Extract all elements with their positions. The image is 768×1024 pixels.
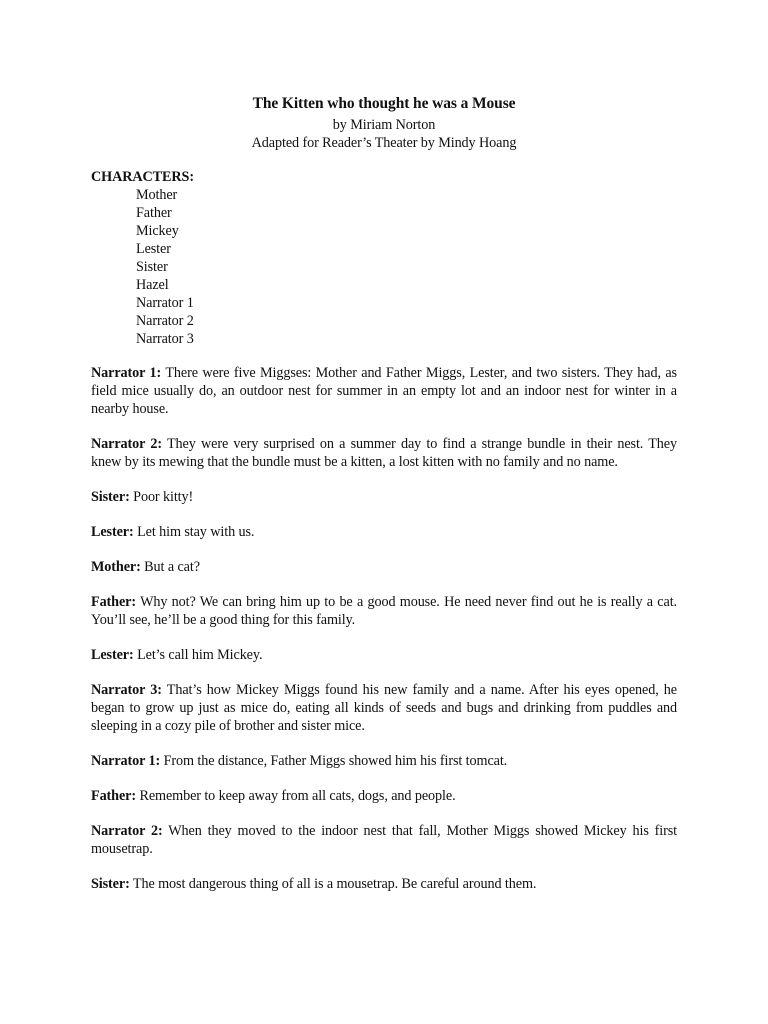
- speaker-name: Narrator 3:: [91, 682, 162, 698]
- character-item: Hazel: [136, 277, 169, 293]
- character-item: Lester: [136, 241, 171, 257]
- line-text: When they moved to the indoor nest that fall, Mother Miggs showed Mickey his first mousetrap.: [91, 823, 677, 857]
- script-line: [91, 646, 677, 664]
- character-item: Sister: [136, 259, 168, 275]
- speaker-name: Sister:: [91, 489, 130, 505]
- script-line: [91, 681, 677, 735]
- speaker-name: Narrator 1:: [91, 753, 161, 769]
- character-item: Narrator 3: [136, 331, 194, 347]
- speaker-name: Father:: [91, 594, 136, 610]
- document-page: [91, 92, 677, 910]
- line-text: Poor kitty!: [133, 489, 194, 505]
- speaker-name: Sister:: [91, 876, 130, 892]
- line-text: Remember to keep away from all cats, dogs, and people.: [139, 788, 456, 804]
- character-item: Mother: [136, 187, 178, 203]
- script-line: [91, 752, 677, 770]
- speaker-name: Lester:: [91, 524, 134, 540]
- speaker-name: Father:: [91, 788, 136, 804]
- speaker-name: Lester:: [91, 647, 134, 663]
- line-text: But a cat?: [144, 559, 200, 575]
- speaker-name: Narrator 1:: [91, 365, 162, 381]
- line-text: They were very surprised on a summer day to find a strange bundle in their nest. They knew by its mewing that the bundle must be a kitten, a lost kitten with no family and no name.: [91, 436, 677, 470]
- character-list: [91, 186, 677, 348]
- characters-section: [91, 168, 677, 348]
- script-line: [91, 523, 677, 541]
- script-body: [91, 364, 677, 893]
- character-item: Narrator 2: [136, 313, 194, 329]
- title-block: [91, 92, 677, 152]
- document-title: The Kitten who thought he was a Mouse: [252, 95, 516, 112]
- line-text: From the distance, Father Miggs showed him his first tomcat.: [163, 753, 508, 769]
- speaker-name: Narrator 2:: [91, 436, 162, 452]
- script-line: [91, 822, 677, 858]
- line-text: Let’s call him Mickey.: [137, 647, 263, 663]
- script-line: [91, 558, 677, 576]
- script-line: [91, 787, 677, 805]
- character-item: Father: [136, 205, 172, 221]
- character-item: Mickey: [136, 223, 179, 239]
- line-text: That’s how Mickey Miggs found his new family and a name. After his eyes opened, he began to grow up just as mice do, eating all kinds of seeds and bugs and drinking from puddles and sleeping in a cozy pile of brother and sister mice.: [91, 682, 677, 734]
- characters-heading: CHARACTERS:: [91, 169, 194, 185]
- script-line: [91, 435, 677, 471]
- line-text: There were five Miggses: Mother and Father Miggs, Lester, and two sisters. They had, as field mice usually do, an outdoor nest for summer in an empty lot and an indoor nest for winter in a nearby house.: [91, 365, 677, 417]
- script-line: [91, 488, 677, 506]
- script-line: [91, 593, 677, 629]
- script-line: [91, 875, 677, 893]
- script-line: [91, 364, 677, 418]
- line-text: Let him stay with us.: [137, 524, 255, 540]
- adaptation-credit: Adapted for Reader’s Theater by Mindy Hoang: [251, 135, 517, 151]
- speaker-name: Narrator 2:: [91, 823, 163, 839]
- character-item: Narrator 1: [136, 295, 194, 311]
- line-text: Why not? We can bring him up to be a good mouse. He need never find out he is really a cat. You’ll see, he’ll be a good thing for this family.: [91, 594, 677, 628]
- author-byline: by Miriam Norton: [332, 117, 436, 133]
- line-text: The most dangerous thing of all is a mousetrap. Be careful around them.: [132, 876, 537, 892]
- speaker-name: Mother:: [91, 559, 141, 575]
